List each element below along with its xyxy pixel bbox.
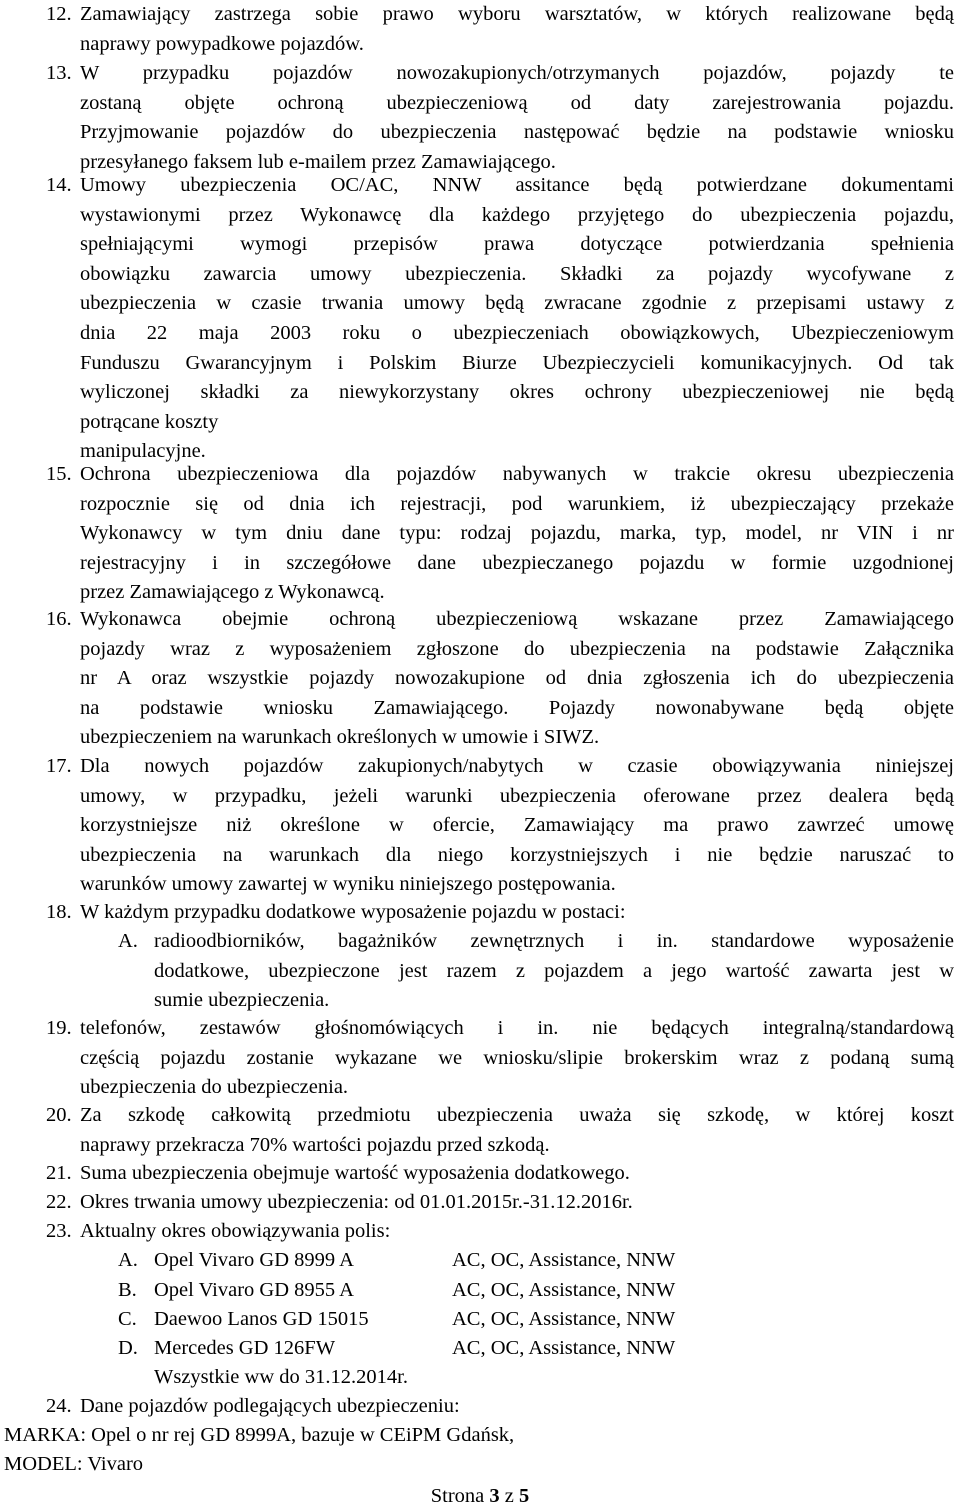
- policy-vehicle: Opel Vivaro GD 8955 A: [154, 1279, 354, 1301]
- text-line: Za szkodę całkowitą przedmiotu ubezpieczenia uważa się szkodę, w której koszt: [80, 1104, 954, 1126]
- policy-letter: D.: [118, 1337, 138, 1359]
- text-line: Zamawiający zastrzega sobie prawo wyboru warsztatów, w których realizowane będą: [80, 3, 954, 25]
- item-number: 24.: [46, 1395, 72, 1417]
- text-line: dnia 22 maja 2003 roku o ubezpieczeniach obowiązkowych, Ubezpieczeniowym: [80, 321, 954, 344]
- item-number: 15.: [46, 463, 72, 485]
- text-line: spełniającymi wymogi przepisów prawa dotyczące potwierdzania spełnienia: [80, 233, 954, 256]
- policy-letter: B.: [118, 1279, 137, 1301]
- text-line: częścią pojazdu zostanie wykazane we wniosku/slipie brokerskim wraz z podaną sumą: [80, 1046, 954, 1069]
- policy-row: [118, 1246, 818, 1276]
- list-item-24: [46, 1392, 954, 1422]
- item-number: 14.: [46, 174, 72, 196]
- text-line: przesyłanego faksem lub e-mailem przez Zamawiającego.: [80, 150, 556, 173]
- list-item-17: [46, 752, 954, 900]
- list-item-20: [46, 1101, 954, 1160]
- text-line: W przypadku pojazdów nowozakupionych/otrzymanych pojazdów, pojazdy te: [80, 62, 954, 84]
- text-line: umowy, w przypadku, jeżeli warunki ubezpieczenia oferowane przez dealera będą: [80, 784, 954, 807]
- text-line: Wykonawca obejmie ochroną ubezpieczeniową wskazane przez Zamawiającego: [80, 608, 954, 630]
- sub-item-letter: A.: [118, 930, 138, 952]
- list-item-12: [46, 0, 954, 59]
- policy-coverage: AC, OC, Assistance, NNW: [452, 1308, 676, 1330]
- item-number: 21.: [46, 1162, 72, 1184]
- list-item-14: [46, 171, 954, 467]
- list-item-13: [46, 59, 954, 177]
- policies-note-row: [118, 1363, 818, 1393]
- footer-middle: z: [499, 1485, 519, 1507]
- policy-letter: A.: [118, 1249, 138, 1271]
- text-line: naprawy przekracza 70% wartości pojazdu przed szkodą.: [80, 1133, 550, 1156]
- list-item-15: [46, 460, 954, 608]
- text-line: ubezpieczeniem na warunkach określonych w umowie i SIWZ.: [80, 726, 600, 749]
- item-number: 13.: [46, 62, 72, 84]
- policy-coverage: AC, OC, Assistance, NNW: [452, 1249, 676, 1271]
- policy-vehicle: Opel Vivaro GD 8999 A: [154, 1249, 354, 1271]
- footer-total-pages: 5: [519, 1485, 530, 1507]
- text-line: Wykonawcy w tym dniu dane typu: rodzaj pojazdu, marka, typ, model, nr VIN i nr: [80, 522, 954, 545]
- policy-vehicle: Daewoo Lanos GD 15015: [154, 1308, 369, 1330]
- text-line: korzystniejsze niż określone w ofercie, Zamawiający ma prawo zawrzeć umowę: [80, 814, 954, 837]
- item-number: 23.: [46, 1220, 72, 1242]
- item-number: 12.: [46, 3, 72, 25]
- page-footer: [0, 1482, 960, 1512]
- list-item-21: [46, 1159, 954, 1189]
- policy-row: [118, 1276, 818, 1306]
- text-line: Umowy ubezpieczenia OC/AC, NNW assitance będą potwierdzane dokumentami: [80, 174, 954, 196]
- list-item-18: [46, 898, 954, 928]
- text-line: pojazdy wraz z wyposażeniem zgłoszone do ubezpieczenia na podstawie Załącznika: [80, 637, 954, 660]
- policy-coverage: AC, OC, Assistance, NNW: [452, 1279, 676, 1301]
- text-line: Dla nowych pojazdów zakupionych/nabytych w czasie obowiązywania niniejszej: [80, 755, 954, 777]
- text-line: potrącane koszty: [80, 410, 219, 433]
- policies-note: Wszystkie ww do 31.12.2014r.: [154, 1366, 408, 1388]
- text-line: Przyjmowanie pojazdów do ubezpieczenia następować będzie na podstawie wniosku: [80, 121, 954, 144]
- sub-item-18a: [118, 927, 954, 1016]
- policy-vehicle: Mercedes GD 126FW: [154, 1337, 336, 1359]
- text-line: obowiązku zawarcia umowy ubezpieczenia. Składki za pojazdy wycofywane z: [80, 262, 954, 285]
- list-item-19: [46, 1014, 954, 1103]
- text-line: ubezpieczenia na warunkach dla niego korzystniejszych i nie będzie naruszać to: [80, 843, 954, 866]
- item-number: 18.: [46, 901, 72, 923]
- text-line: ubezpieczenia do ubezpieczenia.: [80, 1076, 349, 1099]
- list-item-23: [46, 1217, 954, 1247]
- text-line: Dane pojazdów podlegających ubezpieczeniu:: [80, 1395, 460, 1417]
- text-line: dodatkowe, ubezpieczone jest razem z pojazdem a jego wartość zawarta jest w: [154, 959, 954, 982]
- item-number: 22.: [46, 1191, 72, 1213]
- marka-line: MARKA: Opel o nr rej GD 8999A, bazuje w CEiPM Gdańsk,: [4, 1424, 515, 1446]
- item-number: 19.: [46, 1017, 72, 1039]
- text-line: wystawionymi przez Wykonawcę dla każdego przyjętego do ubezpieczenia pojazdu,: [80, 203, 954, 226]
- text-line: sumie ubezpieczenia.: [154, 989, 330, 1012]
- text-line: manipulacyjne.: [80, 440, 206, 463]
- text-line: Suma ubezpieczenia obejmuje wartość wyposażenia dodatkowego.: [80, 1162, 630, 1184]
- text-line: telefonów, zestawów głośnomówiących i in. nie będących integralną/standardową: [80, 1017, 954, 1039]
- text-line: wyliczonej składki za niewykorzystany okres ochrony ubezpieczeniowej nie będą: [80, 381, 954, 404]
- text-line: radioodbiorników, bagażników zewnętrznych i in. standardowe wyposażenie: [154, 930, 954, 952]
- item-number: 20.: [46, 1104, 72, 1126]
- text-line: W każdym przypadku dodatkowe wyposażenie pojazdu w postaci:: [80, 901, 626, 923]
- policy-letter: C.: [118, 1308, 137, 1330]
- text-line: ubezpieczenia w czasie trwania umowy będą zwracane zgodnie z przepisami ustawy z: [80, 292, 954, 315]
- text-line: naprawy powypadkowe pojazdów.: [80, 32, 364, 55]
- text-line: Funduszu Gwarancyjnym i Polskim Biurze Ubezpieczycieli komunikacyjnych. Od tak: [80, 351, 954, 374]
- list-item-16: [46, 605, 954, 753]
- text-line: zostaną objęte ochroną ubezpieczeniową od daty zarejestrowania pojazdu.: [80, 91, 954, 114]
- text-line: rejestracyjny i in szczegółowe dane ubezpieczanego pojazdu w formie uzgodnionej: [80, 551, 954, 574]
- footer-current-page: 3: [489, 1485, 500, 1507]
- list-item-22: [46, 1188, 954, 1218]
- text-line: warunków umowy zawartej w wyniku niniejszego postępowania.: [80, 873, 616, 896]
- policy-row: [118, 1305, 818, 1335]
- text-line: Okres trwania umowy ubezpieczenia: od 01.01.2015r.-31.12.2016r.: [80, 1191, 633, 1213]
- text-line: przez Zamawiającego z Wykonawcą.: [80, 581, 385, 604]
- text-line: Ochrona ubezpieczeniowa dla pojazdów nabywanych w trakcie okresu ubezpieczenia: [80, 463, 954, 485]
- model-line: MODEL: Vivaro: [4, 1453, 144, 1475]
- text-line: nr A oraz wszystkie pojazdy nowozakupione od dnia zgłoszenia ich do ubezpieczenia: [80, 667, 954, 690]
- item-number: 17.: [46, 755, 72, 777]
- text-line: rozpocznie się od dnia ich rejestracji, pod warunkiem, iż ubezpieczający przekaże: [80, 492, 954, 515]
- policy-coverage: AC, OC, Assistance, NNW: [452, 1337, 676, 1359]
- policy-row: [118, 1334, 818, 1364]
- footer-prefix: Strona: [430, 1485, 490, 1507]
- item-number: 16.: [46, 608, 72, 630]
- text-line: Aktualny okres obowiązywania polis:: [80, 1220, 391, 1242]
- text-line: na podstawie wniosku Zamawiającego. Pojazdy nowonabywane będą objęte: [80, 696, 954, 719]
